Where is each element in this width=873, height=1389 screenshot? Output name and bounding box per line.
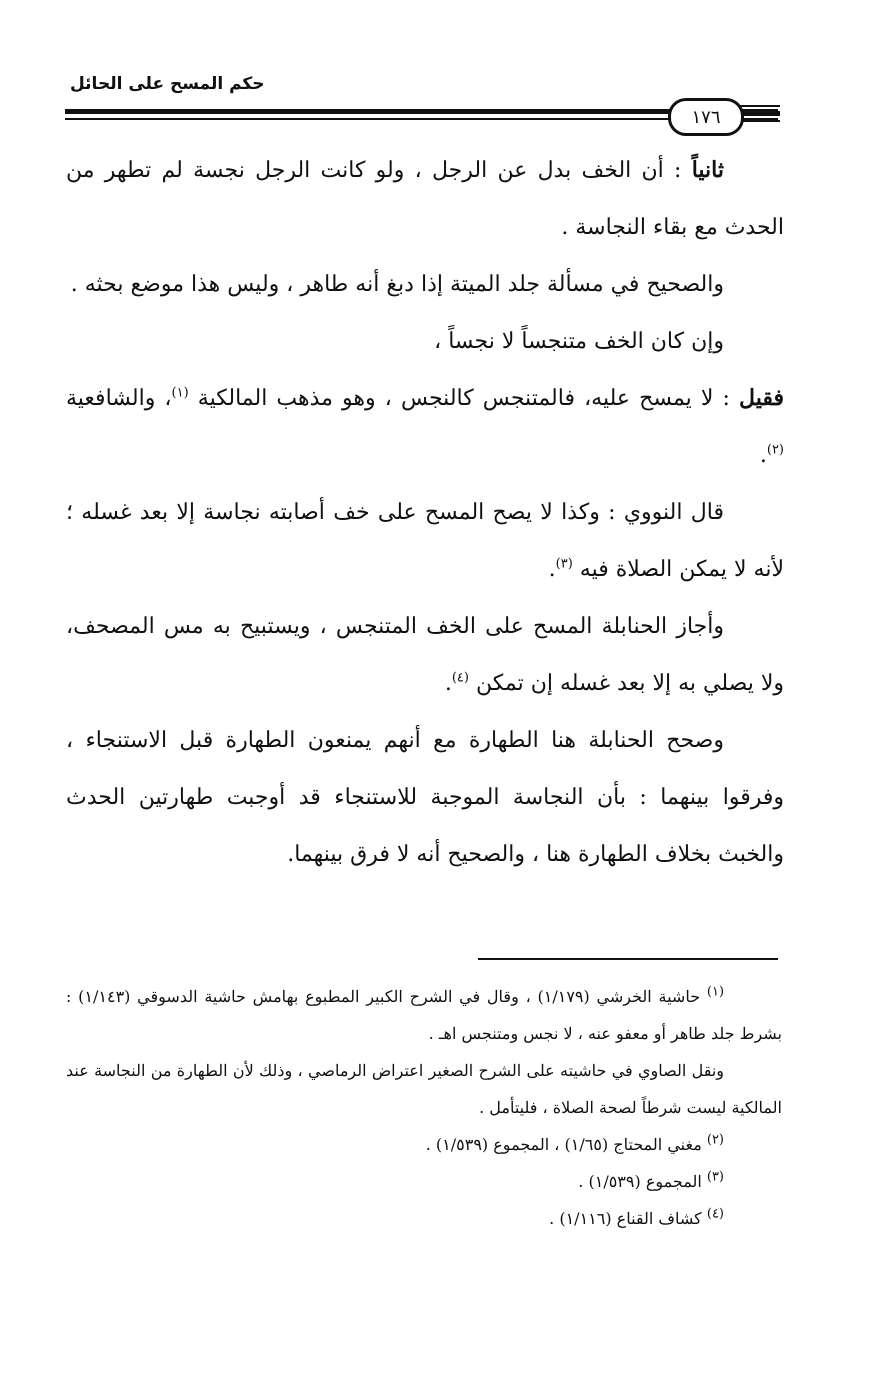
paragraph-text: : لا يمسح عليه، فالمتنجس كالنجس ، وهو مذهب المالكية: [188, 386, 740, 411]
header-rule-right-top: [740, 105, 780, 107]
footnote-number: (١): [706, 984, 725, 1000]
paragraph-end: .: [759, 443, 767, 468]
paragraph-text: قال النووي : وكذا لا يصح المسح على خف أصابته نجاسة إلا بعد غسله ؛ لأنه لا يمكن الصلاة فيه: [66, 500, 784, 582]
footnote-ref[interactable]: (٢): [766, 442, 784, 458]
footnote-3: [66, 1163, 782, 1200]
paragraph-text: وأجاز الحنابلة المسح على الخف المتنجس ، ويستبيح به مس المصحف، ولا يصلي به إلا بعد غسله إن تمكن: [66, 614, 784, 696]
paragraph-5: [66, 484, 784, 598]
footnote-4: [66, 1200, 782, 1237]
paragraph-6: [66, 598, 784, 712]
paragraph-text: وإن كان الخف متنجساً لا نجساً ،: [434, 329, 724, 354]
paragraph-end: .: [444, 671, 452, 696]
footnote-number: (٣): [706, 1169, 724, 1185]
footnote-separator: [478, 958, 778, 960]
footnote-ref[interactable]: (٤): [451, 670, 469, 686]
footnotes: [66, 978, 782, 1237]
footnote-1: [66, 978, 782, 1052]
paragraph-end: .: [548, 557, 556, 582]
footnote-ref[interactable]: (٣): [555, 556, 573, 572]
footnote-text: مغني المحتاج (١/٦٥) ، المجموع (١/٥٣٩) .: [425, 1135, 707, 1154]
paragraph-lead: فقيل: [739, 385, 784, 411]
paragraph-1: [66, 142, 784, 256]
footnote-ref[interactable]: (١): [171, 385, 189, 401]
footnote-number: (٤): [706, 1206, 724, 1222]
paragraph-3: [66, 313, 784, 370]
main-text: [66, 142, 784, 883]
footnote-text: المجموع (١/٥٣٩) .: [578, 1172, 707, 1191]
paragraph-lead: ثانياً: [691, 157, 724, 183]
paragraph-text: وصحح الحنابلة هنا الطهارة مع أنهم يمنعون الطهارة قبل الاستنجاء ، وفرقوا بينهما : بأن النجاسة الموجبة للاستنجاء قد أوجبت طهارتين الحدث والخبث بخلاف الطهارة هنا ، والصحيح أنه لا فرق بينهما.: [66, 728, 784, 867]
footnote-number: (٢): [706, 1132, 724, 1148]
running-header-title: حكم المسح على الحائل: [70, 74, 265, 94]
paragraph-4: [66, 370, 784, 484]
footnote-text: ونقل الصاوي في حاشيته على الشرح الصغير اعتراض الرماصي ، وذلك لأن الطهارة من النجاسة عند المالكية ليست شرطاً لصحة الصلاة ، فليتأمل .: [66, 1061, 782, 1117]
page-number: ١٧٦: [668, 98, 744, 136]
footnote-2: [66, 1126, 782, 1163]
paragraph-7: [66, 712, 784, 883]
footnote-text: كشاف القناع (١/١١٦) .: [549, 1209, 707, 1228]
paragraph-text: : أن الخف بدل عن الرجل ، ولو كانت الرجل نجسة لم تطهر من الحدث مع بقاء النجاسة .: [66, 158, 784, 240]
footnote-text: حاشية الخرشي (١/١٧٩) ، وقال في الشرح الكبير المطبوع بهامش حاشية الدسوقي (١/١٤٣) : بشرط جلد طاهر أو معفو عنه ، لا نجس ومتنجس اهـ .: [66, 987, 782, 1043]
paragraph-text-cont: ، والشافعية: [66, 386, 172, 411]
paragraph-2: [66, 256, 784, 313]
paragraph-text: والصحيح في مسألة جلد الميتة إذا دبغ أنه طاهر ، وليس هذا موضع بحثه .: [70, 272, 724, 297]
footnote-1-continued: [66, 1052, 782, 1126]
header-rule-right-bottom: [740, 120, 780, 122]
header-rule-right-mid: [740, 111, 780, 116]
